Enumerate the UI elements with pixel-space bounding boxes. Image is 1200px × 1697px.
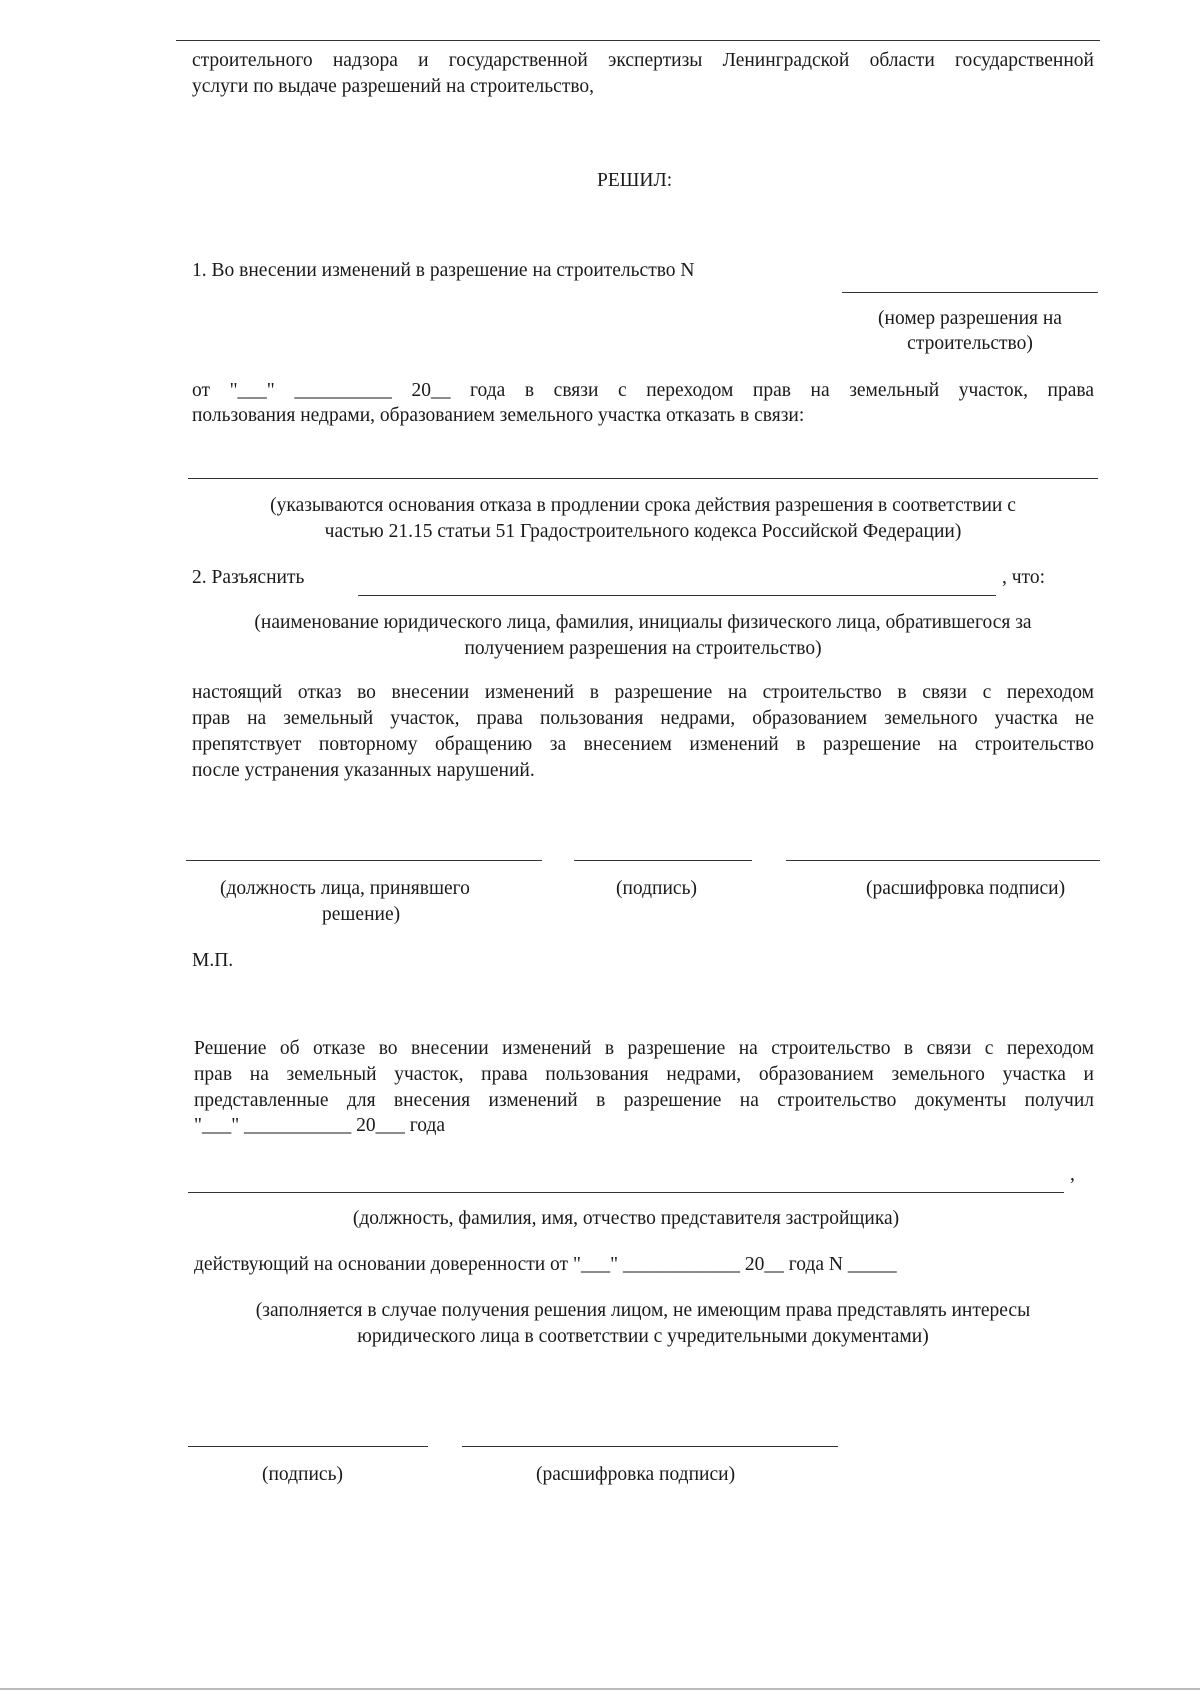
item1-date-line-2: пользования недрами, образованием земельного участка отказать в связи: bbox=[192, 405, 805, 426]
position-caption-line-1: (должность лица, принявшего bbox=[220, 878, 470, 899]
top-rule bbox=[176, 40, 1100, 41]
permit-caption-line-2: строительство) bbox=[907, 333, 1033, 354]
decision-heading: РЕШИЛ: bbox=[597, 170, 673, 191]
item2-suffix: , что: bbox=[1002, 567, 1045, 588]
recipient-signature-caption: (подпись) bbox=[262, 1464, 343, 1485]
official-signature-field[interactable] bbox=[574, 860, 752, 861]
representative-field[interactable] bbox=[188, 1192, 1064, 1193]
reason-caption-line-1: (указываются основания отказа в продлении срока действия разрешения в соответствии с bbox=[270, 495, 1016, 516]
item1-text: 1. Во внесении изменений в разрешение на строительство N bbox=[192, 260, 695, 281]
recipient-decode-caption: (расшифровка подписи) bbox=[536, 1464, 736, 1485]
page-bottom-edge bbox=[0, 1688, 1200, 1690]
applicant-name-field[interactable] bbox=[358, 595, 996, 596]
seal-placeholder: М.П. bbox=[192, 950, 234, 971]
intro-line-1: строительного надзора и государственной экспертизы Ленинградской области государственной bbox=[192, 50, 1094, 71]
receipt-body-line-1: Решение об отказе во внесении изменений в разрешение на строительство в связи с переходом bbox=[194, 1038, 1094, 1059]
recipient-signature-field[interactable] bbox=[188, 1446, 428, 1447]
receipt-body-line-2: прав на земельный участок, права пользования недрами, образованием земельного участка и bbox=[194, 1064, 1094, 1085]
refusal-reason-field[interactable] bbox=[188, 478, 1098, 479]
item2-body-line-3: препятствует повторному обращению за внесением изменений в разрешение на строительство bbox=[192, 734, 1094, 755]
signature-caption: (подпись) bbox=[616, 878, 697, 899]
representative-caption: (должность, фамилия, имя, отчество представителя застройщика) bbox=[352, 1208, 900, 1229]
representative-comma: , bbox=[1070, 1164, 1075, 1185]
reason-caption-line-2: частью 21.15 статьи 51 Градостроительного кодекса Российской Федерации) bbox=[324, 521, 962, 542]
item1-date-line-1: от "___" __________ 20__ года в связи с переходом прав на земельный участок, права bbox=[192, 380, 1094, 401]
item2-label: 2. Разъяснить bbox=[192, 567, 305, 588]
applicant-caption-line-2: получением разрешения на строительство) bbox=[464, 638, 822, 659]
official-signature-decode-field[interactable] bbox=[786, 860, 1100, 861]
permit-caption-line-1: (номер разрешения на bbox=[878, 308, 1062, 329]
recipient-signature-decode-field[interactable] bbox=[462, 1446, 838, 1447]
poa-note-line-2: юридического лица в соответствии с учредительными документами) bbox=[357, 1326, 929, 1347]
permit-number-field[interactable] bbox=[842, 292, 1098, 293]
item2-body-line-4: после устранения указанных нарушений. bbox=[192, 760, 535, 781]
position-caption-line-2: решение) bbox=[322, 904, 401, 925]
power-of-attorney-line: действующий на основании доверенности от "___" ____________ 20__ года N _____ bbox=[194, 1254, 897, 1275]
signature-decode-caption: (расшифровка подписи) bbox=[866, 878, 1066, 899]
poa-note-line-1: (заполняется в случае получения решения лицом, не имеющим права представлять интересы bbox=[255, 1300, 1031, 1321]
item2-body-line-1: настоящий отказ во внесении изменений в разрешение на строительство в связи с переходом bbox=[192, 682, 1094, 703]
intro-line-2: услуги по выдаче разрешений на строительство, bbox=[192, 76, 595, 97]
item2-body-line-2: прав на земельный участок, права пользования недрами, образованием земельного участка не bbox=[192, 708, 1094, 729]
applicant-caption-line-1: (наименование юридического лица, фамилия, инициалы физического лица, обратившегося за bbox=[254, 612, 1032, 633]
receipt-body-line-3: представленные для внесения изменений в разрешение на строительство документы получил bbox=[194, 1090, 1094, 1111]
official-position-field[interactable] bbox=[186, 860, 542, 861]
receipt-date-line: "___" ___________ 20___ года bbox=[194, 1115, 446, 1136]
